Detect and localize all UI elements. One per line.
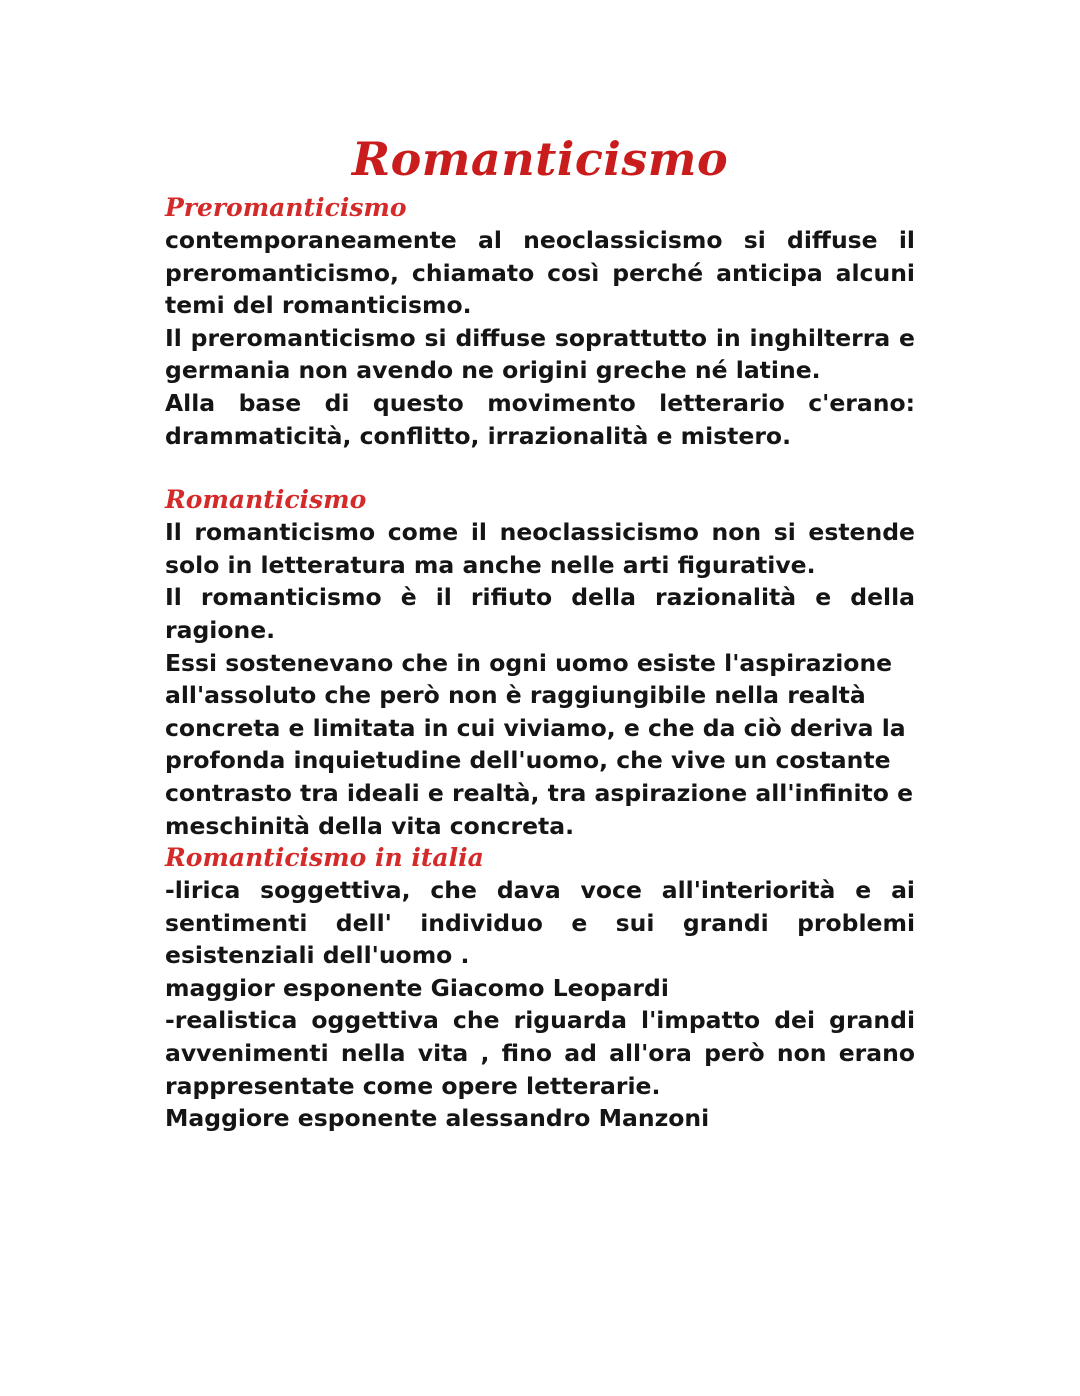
paragraph: Il preromanticismo si diffuse soprattutto in inghilterra e germania non avendo ne origini greche né latine. — [165, 323, 915, 385]
section-heading: Romanticismo in italia — [165, 843, 484, 873]
paragraph: contemporaneamente al neoclassicismo si diffuse il preromanticismo, chiamato così perché anticipa alcuni temi del romanticismo. — [165, 226, 915, 320]
paragraph: -lirica soggettiva, che dava voce all'interiorità e ai sentimenti dell' individuo e sui grandi problemi esistenziali dell'uomo . — [165, 876, 915, 970]
section-romanticismo — [165, 484, 915, 842]
section-romanticismo-in-italia — [165, 842, 915, 1135]
section-spacer — [165, 452, 915, 484]
section-heading: Preromanticismo — [165, 193, 407, 222]
paragraph: Il romanticismo come il neoclassicismo non si estende solo in letteratura ma anche nelle arti figurative. — [165, 518, 915, 579]
paragraph: Alla base di questo movimento letterario c'erano: drammaticità, conflitto, irrazionalità e mistero. — [165, 388, 915, 450]
section-heading: Romanticismo — [165, 485, 367, 515]
paragraph: Il romanticismo è il rifiuto della razionalità e della ragione. — [165, 583, 915, 644]
section-preromanticismo — [165, 192, 915, 452]
paragraph: maggior esponente Giacomo Leopardi — [165, 973, 669, 1002]
paragraph: Essi sostenevano che in ogni uomo esiste l'aspirazione all'assoluto che però non è raggiungibile nella realtà concreta e limitata in cui viviamo, e che da ciò deriva la profonda inquietudine dell'uomo, che vive un costante contrasto tra ideali e realtà, tra aspirazione all'infinito e meschinità della vita concreta. — [165, 648, 914, 840]
paragraph: Maggiore esponente alessandro Manzoni — [165, 1104, 710, 1133]
page-title: Romanticismo — [351, 132, 729, 186]
notes-page — [165, 128, 915, 1135]
paragraph: -realistica oggettiva che riguarda l'impatto dei grandi avvenimenti nella vita , fino ad all'ora però non erano rappresentate come opere letterarie. — [165, 1006, 915, 1100]
